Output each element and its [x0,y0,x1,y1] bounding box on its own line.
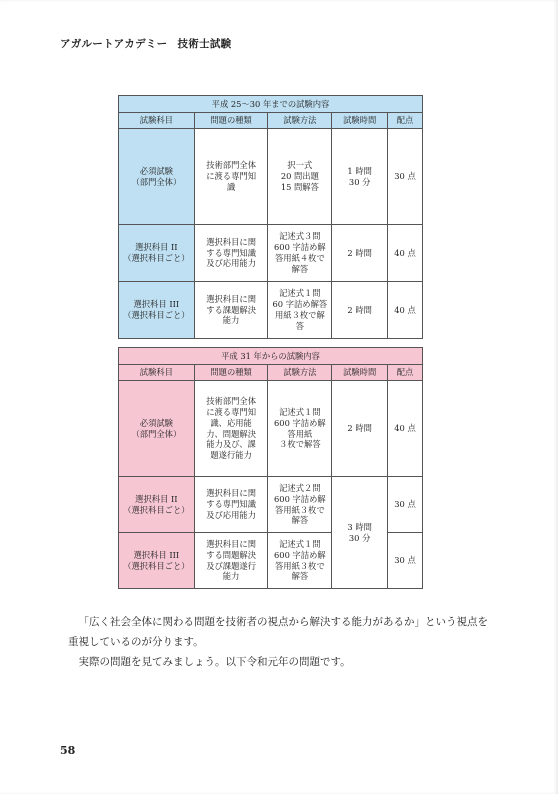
column-header: 試験方法 [268,365,332,381]
column-header: 問題の種類 [194,365,268,381]
column-header: 配点 [388,365,423,381]
page-number: 58 [60,744,76,757]
type-cell: 選択科目に関 する課題解決 能力 [194,282,268,339]
method-cell: 記述式１問 600 字詰め解 答用紙 ３枚で解答 [268,381,332,477]
table-row [119,282,423,339]
column-header: 試験時間 [332,113,388,129]
paragraph: 「広く社会全体に関わる問題を技術者の視点から解決する能力があるか」という視点を重視しているのが分ります。 [68,616,488,648]
method-cell: 記述式１問 600 字詰め解 答用紙３枚で 解答 [268,533,332,589]
type-cell: 選択科目に関 する専門知識 及び応用能力 [194,477,268,533]
column-header: 試験科目 [119,365,195,381]
method-cell: 記述式１問 60 字詰め解答 用紙３枚で解 答 [268,282,332,339]
type-cell: 選択科目に関 する問題解決 及び課題遂行 能力 [194,533,268,589]
running-header [60,36,231,51]
method-cell: 記述式３問 600 字詰め解 答用紙４枚で 解答 [268,225,332,282]
time-cell: 2 時間 [332,225,388,282]
type-cell: 技術部門全体 に渡る専門知 識 [194,129,268,225]
exam-table-h31 [118,347,423,589]
points-cell: 40 点 [388,282,423,339]
time-cell: 1 時間 30 分 [332,129,388,225]
type-cell: 技術部門全体 に渡る専門知 識、応用能 力、問題解決 能力及び、課 題遂行能力 [194,381,268,477]
method-cell: 択一式 20 問出題 15 問解答 [268,129,332,225]
table-caption: 平成 25～30 年までの試験内容 [119,96,423,113]
column-header: 試験時間 [332,365,388,381]
type-cell: 選択科目に関 する専門知識 及び応用能力 [194,225,268,282]
points-cell: 30 点 [388,533,423,589]
subject-cell: 選択科目 II （選択科目ごと） [119,225,195,282]
table-caption: 平成 31 年からの試験内容 [119,348,423,365]
points-cell: 30 点 [388,129,423,225]
points-cell: 30 点 [388,477,423,533]
column-header: 配点 [388,113,423,129]
time-cell: 3 時間 30 分 [332,477,388,589]
table-row [119,381,423,477]
method-cell: 記述式２問 600 字詰め解 答用紙３枚で 解答 [268,477,332,533]
subject-cell: 必須試験 （部門全体） [119,381,195,477]
header-brand: アガルートアカデミー [60,38,168,50]
subject-cell: 選択科目 III （選択科目ごと） [119,533,195,589]
exam-table-h25-h30 [118,95,423,339]
table-row [119,477,423,533]
column-header: 試験方法 [268,113,332,129]
table-row [119,225,423,282]
points-cell: 40 点 [388,381,423,477]
subject-cell: 選択科目 II （選択科目ごと） [119,477,195,533]
column-header: 問題の種類 [194,113,268,129]
table-row [119,129,423,225]
body-text [68,612,498,672]
time-cell: 2 時間 [332,282,388,339]
column-header: 試験科目 [119,113,195,129]
header-subtitle: 技術士試験 [177,38,232,50]
subject-cell: 必須試験 （部門全体） [119,129,195,225]
paragraph: 実際の問題を見てみましょう。以下令和元年の問題です。 [78,656,351,668]
points-cell: 40 点 [388,225,423,282]
time-cell: 2 時間 [332,381,388,477]
subject-cell: 選択科目 III （選択科目ごと） [119,282,195,339]
